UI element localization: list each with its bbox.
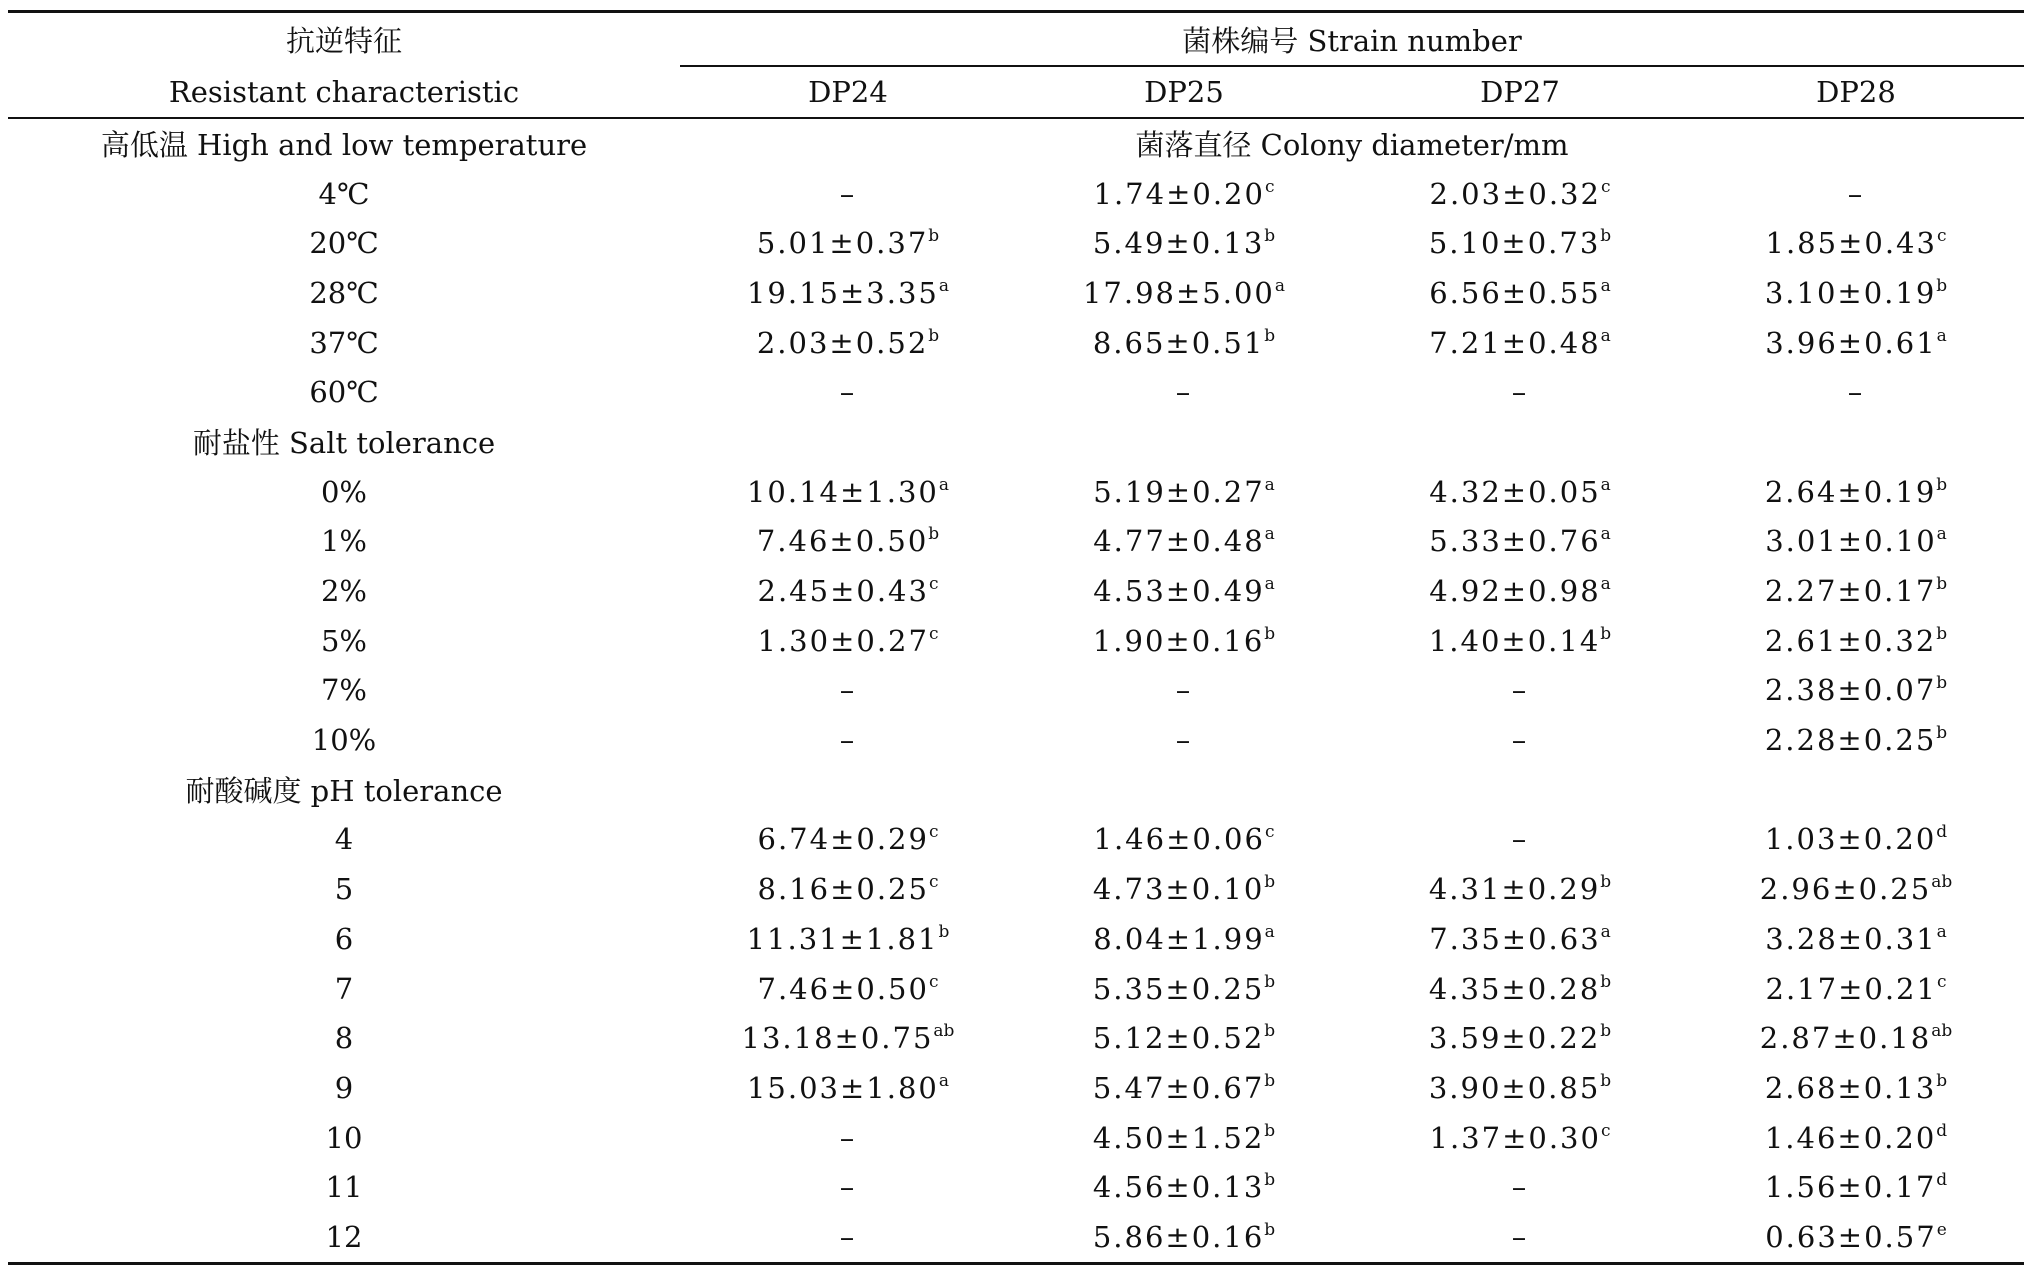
cell-value: 4.73±0.10 (1092, 872, 1265, 907)
significance-letter: a (1936, 524, 1947, 545)
cell-value: 5.01±0.37 (756, 226, 929, 261)
cell-value: 15.03±1.80 (746, 1070, 939, 1105)
value-cell (1016, 318, 1352, 368)
significance-letter: a (1936, 325, 1947, 346)
value-cell (1016, 666, 1352, 716)
cell-value: 1.85±0.43 (1765, 226, 1937, 261)
value-cell (1688, 268, 2024, 318)
section-title: 耐酸碱度 pH tolerance (185, 774, 503, 809)
value-cell (680, 815, 1016, 865)
row-condition: 10 (325, 1120, 363, 1155)
value-cell (1016, 517, 1352, 567)
value-cell (680, 1063, 1016, 1113)
significance-letter: b (1264, 1120, 1276, 1141)
cell-value: 4.56±0.13 (1092, 1170, 1265, 1205)
cell-value: 7.35±0.63 (1429, 921, 1601, 956)
cell-value: 6.56±0.55 (1429, 275, 1601, 310)
significance-letter: a (1264, 574, 1275, 595)
significance-letter: b (1264, 872, 1276, 893)
value-cell (1016, 1013, 1352, 1063)
table-row (8, 367, 2024, 417)
cell-value: 2.87±0.18 (1759, 1021, 1932, 1056)
cell-value: 0.63±0.57 (1765, 1219, 1937, 1254)
cell-value: 3.01±0.10 (1765, 524, 1937, 559)
value-cell (1352, 1162, 1688, 1212)
section-header-row (8, 119, 2024, 169)
value-cell (1352, 517, 1688, 567)
cell-value: 8.65±0.51 (1092, 325, 1265, 360)
value-cell (1688, 467, 2024, 517)
significance-letter: a (938, 275, 950, 296)
table-row (8, 218, 2024, 268)
significance-letter: b (1264, 325, 1276, 346)
value-cell (680, 367, 1016, 417)
section-header-row (8, 417, 2024, 467)
value-cell (680, 318, 1016, 368)
significance-letter: e (1936, 1219, 1947, 1240)
value-cell (1352, 715, 1688, 765)
row-condition: 37℃ (309, 325, 379, 360)
value-cell (1688, 1113, 2024, 1163)
value-cell (1688, 616, 2024, 666)
table-row (8, 864, 2024, 914)
significance-letter: b (1600, 226, 1612, 247)
table-row (8, 318, 2024, 368)
cell-value: – (839, 723, 857, 758)
significance-letter: ab (933, 1021, 955, 1042)
cell-value: – (1175, 375, 1193, 410)
section-title: 耐盐性 Salt tolerance (192, 426, 496, 461)
cell-value: 7.21±0.48 (1429, 325, 1601, 360)
value-cell (680, 566, 1016, 616)
section-unit-label (680, 417, 2024, 467)
cell-value: – (839, 176, 857, 211)
row-condition: 2% (320, 574, 367, 609)
cell-value: 4.50±1.52 (1092, 1120, 1265, 1155)
cell-value: 4.53±0.49 (1093, 574, 1265, 609)
value-cell (1016, 964, 1352, 1014)
cell-value: 3.28±0.31 (1765, 921, 1937, 956)
significance-letter: b (1264, 226, 1276, 247)
table-row (8, 1063, 2024, 1113)
significance-letter: b (928, 325, 940, 346)
cell-value: – (839, 1219, 857, 1254)
cell-value: 2.38±0.07 (1764, 673, 1937, 708)
significance-letter: c (1264, 176, 1275, 197)
value-cell (1688, 218, 2024, 268)
value-cell (1352, 467, 1688, 517)
table-row (8, 616, 2024, 666)
row-condition: 4℃ (318, 176, 370, 211)
value-cell (1688, 1013, 2024, 1063)
significance-letter: c (1936, 971, 1947, 992)
value-cell (1016, 367, 1352, 417)
table-row (8, 815, 2024, 865)
strain-header-dp24: DP24 (808, 75, 888, 109)
row-condition: 10% (311, 723, 377, 758)
cell-value: 3.59±0.22 (1428, 1021, 1601, 1056)
significance-letter: c (928, 623, 939, 644)
value-cell (1688, 964, 2024, 1014)
cell-value: 2.64±0.19 (1764, 474, 1937, 509)
cell-value: 2.68±0.13 (1764, 1070, 1937, 1105)
value-cell (1352, 218, 1688, 268)
value-cell (1688, 666, 2024, 716)
table-row (8, 1113, 2024, 1163)
row-condition: 5% (320, 623, 367, 658)
cell-value: 1.74±0.20 (1093, 176, 1265, 211)
row-label-en: Resistant characteristic (168, 75, 520, 109)
row-condition: 12 (325, 1219, 363, 1254)
row-condition: 9 (334, 1070, 354, 1105)
cell-value: 5.10±0.73 (1428, 226, 1601, 261)
cell-value: 5.86±0.16 (1092, 1219, 1265, 1254)
cell-value: 5.19±0.27 (1093, 474, 1265, 509)
value-cell (1688, 517, 2024, 567)
significance-letter: c (928, 574, 939, 595)
row-condition: 5 (334, 872, 354, 907)
significance-letter: a (938, 1070, 950, 1091)
significance-letter: b (938, 921, 950, 942)
table-row (8, 467, 2024, 517)
value-cell (1688, 914, 2024, 964)
table-row (8, 715, 2024, 765)
significance-letter: d (1936, 822, 1948, 843)
significance-letter: b (1264, 1219, 1276, 1240)
cell-value: 1.37±0.30 (1429, 1120, 1601, 1155)
cell-value: – (1511, 1170, 1529, 1205)
significance-letter: b (1264, 971, 1276, 992)
significance-letter: a (1274, 275, 1286, 296)
value-cell (680, 1113, 1016, 1163)
value-cell (1016, 815, 1352, 865)
row-condition: 7% (320, 673, 367, 708)
cell-value: 2.45±0.43 (757, 574, 929, 609)
significance-letter: b (1600, 872, 1612, 893)
cell-value: 17.98±5.00 (1082, 275, 1275, 310)
value-cell (1016, 566, 1352, 616)
value-cell (1688, 566, 2024, 616)
section-header-row (8, 765, 2024, 815)
value-cell (1016, 864, 1352, 914)
significance-letter: b (1936, 723, 1948, 744)
cell-value: 4.32±0.05 (1429, 474, 1601, 509)
value-cell (680, 1212, 1016, 1263)
table-row (8, 566, 2024, 616)
row-condition: 28℃ (309, 275, 379, 310)
significance-letter: b (1936, 574, 1948, 595)
significance-letter: b (1936, 673, 1948, 694)
significance-letter: c (1936, 226, 1947, 247)
table-row (8, 914, 2024, 964)
value-cell (1352, 1212, 1688, 1263)
significance-letter: a (1264, 524, 1275, 545)
value-cell (1352, 914, 1688, 964)
strain-group-header: 菌株编号 Strain number (1182, 23, 1522, 58)
value-cell (680, 517, 1016, 567)
cell-value: – (1175, 723, 1193, 758)
cell-value: 2.27±0.17 (1764, 574, 1937, 609)
significance-letter: b (1600, 971, 1612, 992)
cell-value: 1.40±0.14 (1428, 623, 1601, 658)
value-cell (680, 1162, 1016, 1212)
value-cell (1016, 169, 1352, 219)
cell-value: 2.03±0.32 (1429, 176, 1601, 211)
cell-value: – (839, 375, 857, 410)
cell-value: – (1847, 176, 1865, 211)
value-cell (680, 715, 1016, 765)
value-cell (1352, 169, 1688, 219)
value-cell (680, 616, 1016, 666)
value-cell (680, 1013, 1016, 1063)
strain-header-dp28: DP28 (1816, 75, 1896, 109)
value-cell (1352, 815, 1688, 865)
value-cell (1016, 1063, 1352, 1113)
significance-letter: a (1600, 275, 1611, 296)
value-cell (1016, 1212, 1352, 1263)
table-row (8, 1013, 2024, 1063)
table-row (8, 964, 2024, 1014)
cell-value: 5.49±0.13 (1092, 226, 1265, 261)
cell-value: 4.77±0.48 (1093, 524, 1265, 559)
value-cell (1352, 268, 1688, 318)
value-cell (1688, 1212, 2024, 1263)
value-cell (1352, 367, 1688, 417)
cell-value: 3.10±0.19 (1764, 275, 1937, 310)
section-title: 高低温 High and low temperature (100, 128, 588, 163)
cell-value: 11.31±1.81 (746, 921, 939, 956)
strain-header-dp27: DP27 (1480, 75, 1560, 109)
cell-value: 5.35±0.25 (1092, 971, 1265, 1006)
significance-letter: b (1600, 1021, 1612, 1042)
cell-value: 10.14±1.30 (746, 474, 939, 509)
cell-value: 1.90±0.16 (1092, 623, 1265, 658)
significance-letter: b (1600, 623, 1612, 644)
row-condition: 11 (325, 1170, 363, 1205)
value-cell (680, 914, 1016, 964)
significance-letter: d (1936, 1120, 1948, 1141)
value-cell (1016, 268, 1352, 318)
resistance-table (8, 10, 2024, 1265)
cell-value: 7.46±0.50 (756, 524, 929, 559)
significance-letter: a (1264, 921, 1275, 942)
cell-value: 8.04±1.99 (1093, 921, 1265, 956)
significance-letter: a (1600, 474, 1611, 495)
value-cell (1352, 1013, 1688, 1063)
cell-value: – (1175, 673, 1193, 708)
cell-value: 2.03±0.52 (756, 325, 929, 360)
value-cell (680, 218, 1016, 268)
value-cell (1016, 616, 1352, 666)
significance-letter: c (1600, 176, 1611, 197)
value-cell (1352, 964, 1688, 1014)
row-condition: 20℃ (309, 226, 379, 261)
table-row (8, 169, 2024, 219)
cell-value: 3.96±0.61 (1765, 325, 1937, 360)
row-condition: 7 (334, 971, 354, 1006)
value-cell (1688, 815, 2024, 865)
significance-letter: b (1936, 474, 1948, 495)
significance-letter: b (1600, 1070, 1612, 1091)
significance-letter: a (1936, 921, 1947, 942)
value-cell (1688, 864, 2024, 914)
row-label-zh: 抗逆特征 (285, 24, 402, 58)
cell-value: – (839, 1170, 857, 1205)
cell-value: 2.61±0.32 (1764, 623, 1937, 658)
cell-value: 13.18±0.75 (741, 1021, 934, 1056)
value-cell (680, 864, 1016, 914)
value-cell (1688, 367, 2024, 417)
cell-value: 4.35±0.28 (1428, 971, 1601, 1006)
value-cell (1016, 218, 1352, 268)
row-condition: 4 (334, 822, 354, 857)
section-unit-label (680, 765, 2024, 815)
value-cell (1016, 1162, 1352, 1212)
value-cell (1688, 715, 2024, 765)
value-cell (1352, 318, 1688, 368)
strain-header-dp25: DP25 (1144, 75, 1224, 109)
cell-value: 2.96±0.25 (1759, 872, 1932, 907)
cell-value: 5.33±0.76 (1429, 524, 1601, 559)
significance-letter: b (1936, 275, 1948, 296)
significance-letter: a (938, 474, 950, 495)
significance-letter: d (1936, 1170, 1948, 1191)
cell-value: 5.12±0.52 (1092, 1021, 1265, 1056)
cell-value: – (1511, 375, 1529, 410)
row-condition: 60℃ (309, 375, 379, 410)
significance-letter: a (1264, 474, 1275, 495)
cell-value: – (839, 1120, 857, 1155)
value-cell (1016, 1113, 1352, 1163)
significance-letter: b (928, 226, 940, 247)
value-cell (1016, 914, 1352, 964)
value-cell (680, 169, 1016, 219)
significance-letter: ab (1931, 1021, 1953, 1042)
cell-value: – (1511, 723, 1529, 758)
value-cell (680, 467, 1016, 517)
cell-value: 8.16±0.25 (757, 872, 929, 907)
value-cell (1688, 1063, 2024, 1113)
value-cell (1352, 616, 1688, 666)
significance-letter: ab (1931, 872, 1953, 893)
table-row (8, 666, 2024, 716)
cell-value: – (1511, 1219, 1529, 1254)
value-cell (1352, 1113, 1688, 1163)
cell-value: 2.17±0.21 (1765, 971, 1937, 1006)
row-condition: 6 (334, 921, 354, 956)
significance-letter: b (1264, 1021, 1276, 1042)
row-condition: 1% (320, 524, 367, 559)
value-cell (1688, 169, 2024, 219)
cell-value: 1.46±0.20 (1764, 1120, 1937, 1155)
cell-value: 1.56±0.17 (1764, 1170, 1937, 1205)
table-body (8, 119, 2024, 1263)
significance-letter: c (928, 971, 939, 992)
significance-letter: b (1936, 623, 1948, 644)
significance-letter: b (1264, 623, 1276, 644)
value-cell (1352, 1063, 1688, 1113)
cell-value: – (839, 673, 857, 708)
cell-value: 7.46±0.50 (757, 971, 929, 1006)
significance-letter: c (1600, 1120, 1611, 1141)
row-condition: 8 (334, 1021, 354, 1056)
value-cell (1352, 864, 1688, 914)
significance-letter: a (1600, 524, 1611, 545)
cell-value: 19.15±3.35 (746, 275, 939, 310)
cell-value: 6.74±0.29 (757, 822, 929, 857)
cell-value: – (1511, 673, 1529, 708)
significance-letter: c (1264, 822, 1275, 843)
value-cell (1016, 467, 1352, 517)
cell-value: 1.30±0.27 (757, 623, 929, 658)
significance-letter: c (928, 872, 939, 893)
value-cell (1688, 1162, 2024, 1212)
significance-letter: a (1600, 921, 1611, 942)
cell-value: 1.46±0.06 (1093, 822, 1265, 857)
table-row (8, 1162, 2024, 1212)
table-row (8, 517, 2024, 567)
significance-letter: b (1264, 1070, 1276, 1091)
cell-value: 5.47±0.67 (1092, 1070, 1265, 1105)
cell-value: – (1511, 822, 1529, 857)
significance-letter: a (1600, 325, 1611, 346)
value-cell (680, 964, 1016, 1014)
significance-letter: b (928, 524, 940, 545)
value-cell (680, 666, 1016, 716)
significance-letter: b (1936, 1070, 1948, 1091)
row-condition: 0% (320, 474, 367, 509)
value-cell (1016, 715, 1352, 765)
significance-letter: a (1600, 574, 1611, 595)
significance-letter: b (1264, 1170, 1276, 1191)
cell-value: 4.31±0.29 (1428, 872, 1601, 907)
table-header (8, 12, 2024, 120)
table-row (8, 1212, 2024, 1263)
value-cell (1352, 566, 1688, 616)
section-unit-label: 菌落直径 Colony diameter/mm (1135, 128, 1569, 163)
cell-value: – (1847, 375, 1865, 410)
cell-value: 4.92±0.98 (1429, 574, 1601, 609)
value-cell (1352, 666, 1688, 716)
significance-letter: c (928, 822, 939, 843)
cell-value: 1.03±0.20 (1764, 822, 1937, 857)
cell-value: 2.28±0.25 (1764, 723, 1937, 758)
value-cell (1688, 318, 2024, 368)
cell-value: 3.90±0.85 (1428, 1070, 1601, 1105)
value-cell (680, 268, 1016, 318)
table-row (8, 268, 2024, 318)
